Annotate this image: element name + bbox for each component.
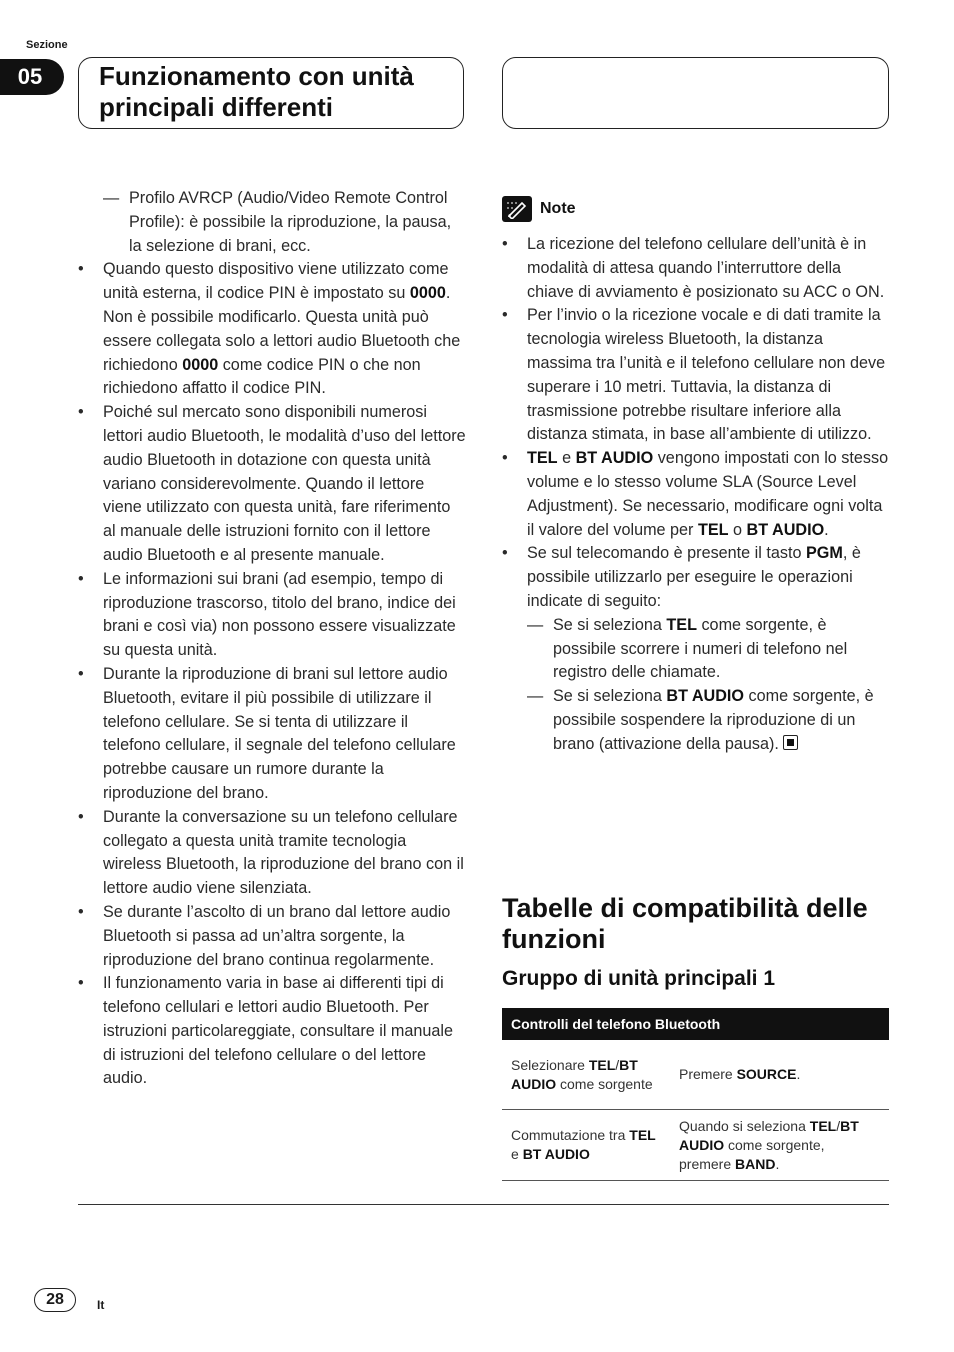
notes-block bbox=[502, 195, 890, 757]
text: . bbox=[775, 1155, 780, 1172]
pencil-note-icon bbox=[502, 196, 532, 222]
text: . Non è possibile modificarlo. Questa unità può essere collegata solo a lettori audio Bluetooth che richiedono bbox=[103, 284, 461, 374]
text: Commutazione tra bbox=[511, 1127, 630, 1143]
note-heading bbox=[502, 195, 890, 223]
note-item: • La ricezione del telefono cellulare dell’unità è in modalità di attesa quando l’interruttore della chiave di avviamento è posizionato su ACC o ON. bbox=[502, 233, 890, 304]
note-item-pgm bbox=[502, 542, 890, 756]
footer-rule bbox=[78, 1204, 889, 1205]
bold-text: TEL bbox=[629, 1127, 656, 1143]
table-row bbox=[502, 1040, 889, 1110]
table-header: Controlli del telefono Bluetooth bbox=[502, 1008, 889, 1040]
bullet-item: • Durante la conversazione su un telefono cellulare collegato a questa unità tramite tecnologia wireless Bluetooth, la riproduzione del brano con il lettore audio viene silenziata. bbox=[78, 806, 466, 901]
text: , è possibile utilizzarlo per eseguire le operazioni indicate di seguito: bbox=[527, 544, 861, 610]
text: e bbox=[511, 1146, 523, 1162]
table-cell bbox=[670, 1110, 889, 1181]
bullet-item: • Poiché sul mercato sono disponibili numerosi lettori audio Bluetooth, le modalità d’uso del lettore audio Bluetooth in dotazione con questa unità variano considerevolmente. Quando il lettore viene utilizzato con questa unità, fare riferimento al manuale delle istruzioni fornito con il lettore audio Bluetooth e al presente manuale. bbox=[78, 401, 466, 568]
section-number-badge: 05 bbox=[0, 59, 64, 95]
bullet-item: • Le informazioni sui brani (ad esempio, tempo di riproduzione trascorso, titolo del brano, indice dei brani e così via) non possono essere visualizzate su questa unità. bbox=[78, 568, 466, 663]
section-label: Sezione bbox=[26, 39, 68, 51]
bold-text: 0000 bbox=[182, 355, 219, 374]
bold-text: BT AUDIO bbox=[679, 1117, 859, 1153]
bold-text: PGM bbox=[805, 544, 843, 563]
table-cell bbox=[670, 1040, 889, 1110]
text: . bbox=[824, 520, 829, 539]
table-row bbox=[502, 1110, 889, 1181]
notes-list bbox=[502, 233, 890, 757]
text: come sorgente, premere bbox=[679, 1136, 825, 1172]
text: Se si seleziona bbox=[553, 687, 667, 706]
text: / bbox=[615, 1056, 620, 1073]
dash-item-avrcp: — Profilo AVRCP (Audio/Video Remote Control Profile): è possibile la riproduzione, la pausa, la selezione di brani, ecc. bbox=[78, 187, 466, 258]
text: . bbox=[796, 1066, 801, 1082]
text: Selezionare bbox=[511, 1056, 589, 1073]
header-blank-box bbox=[502, 57, 889, 129]
text: Se si seleziona bbox=[553, 615, 667, 634]
bold-text: 0000 bbox=[409, 284, 446, 303]
bullet-item: • Durante la riproduzione di brani sul lettore audio Bluetooth, evitare il più possibile di utilizzare il telefono cellulare. Se si tenta di utilizzare il telefono cellulare, il segnale del telefono cellulare potrebbe causare un rumore durante la riproduzione del brano. bbox=[78, 663, 466, 806]
text: / bbox=[836, 1117, 841, 1134]
text: Quando si seleziona bbox=[679, 1117, 810, 1134]
text: come sorgente, è possibile scorrere i numeri di telefono nel registro delle chiamate. bbox=[553, 615, 848, 682]
bold-text: TEL bbox=[809, 1117, 837, 1134]
bullet-item: • Se durante l’ascolto di un brano dal lettore audio Bluetooth si passa ad un’altra sorgente, la riproduzione del brano continua regolarmente. bbox=[78, 901, 466, 972]
table-cell bbox=[502, 1040, 670, 1110]
bold-text: TEL bbox=[527, 449, 558, 468]
bold-text: TEL bbox=[697, 520, 729, 539]
text: come codice PIN o che non richiedono affatto il codice PIN. bbox=[103, 355, 421, 398]
sub-item-tel bbox=[527, 614, 890, 685]
text: o bbox=[728, 520, 747, 539]
bullet-item: • Il funzionamento varia in base ai differenti tipi di telefono cellulari e lettori audio Bluetooth. Per istruzioni particolareggiate, consultare il manuale di istruzioni del telefono cellulare o del lettore audio. bbox=[78, 972, 466, 1091]
bold-text: BT AUDIO bbox=[666, 687, 745, 706]
left-bullet-list bbox=[78, 258, 466, 1091]
bold-text: BT AUDIO bbox=[511, 1056, 638, 1092]
bluetooth-controls-table bbox=[502, 1008, 889, 1181]
text: vengono impostati con lo stesso volume e lo stesso volume SLA (Source Level Adjustment). Se necessario, modificare ogni volta il valore del volume per bbox=[527, 449, 889, 539]
bold-text: BT AUDIO bbox=[575, 449, 654, 468]
bold-text: BT AUDIO bbox=[522, 1146, 590, 1162]
text: Premere bbox=[679, 1066, 737, 1082]
text: come sorgente, è possibile sospendere la riproduzione di un brano (attivazione della pausa). bbox=[553, 687, 874, 753]
chapter-title-box bbox=[78, 57, 464, 129]
chapter-title: Funzionamento con unità principali differenti bbox=[99, 61, 414, 122]
text: e bbox=[557, 449, 576, 468]
text: Quando questo dispositivo viene utilizzato come unità esterna, il codice PIN è impostato su bbox=[103, 260, 449, 303]
bold-text: TEL bbox=[666, 615, 697, 634]
table-cell bbox=[502, 1110, 670, 1181]
section-subtitle: Gruppo di unità principali 1 bbox=[502, 967, 776, 990]
bold-text: TEL bbox=[588, 1056, 616, 1073]
note-item: • Per l’invio o la ricezione vocale e di dati tramite la tecnologia wireless Bluetooth, la distanza massima tra l’unità e il telefono cellulare non deve superare i 10 metri. Tuttavia, la distanza di trasmissione potrebbe risultare inferiore alla distanza stimata, in base all’ambiente di utilizzo. bbox=[502, 304, 890, 447]
bold-text: BT AUDIO bbox=[746, 520, 825, 539]
note-label: Note bbox=[540, 200, 576, 218]
text: Se sul telecomando è presente il tasto bbox=[527, 544, 806, 563]
section-title: Tabelle di compatibilità delle funzioni bbox=[502, 893, 868, 954]
note-item-volume bbox=[502, 447, 890, 542]
left-column bbox=[78, 187, 466, 1091]
end-mark-icon bbox=[783, 735, 798, 750]
text: come sorgente bbox=[556, 1075, 653, 1092]
table-header-row bbox=[502, 1008, 889, 1040]
bullet-pin-code bbox=[78, 258, 466, 401]
bold-text: BAND bbox=[735, 1155, 776, 1172]
sub-item-bt-audio bbox=[527, 685, 890, 756]
bold-text: SOURCE bbox=[736, 1066, 797, 1082]
language-code: It bbox=[97, 1298, 105, 1312]
page-number: 28 bbox=[34, 1288, 76, 1312]
